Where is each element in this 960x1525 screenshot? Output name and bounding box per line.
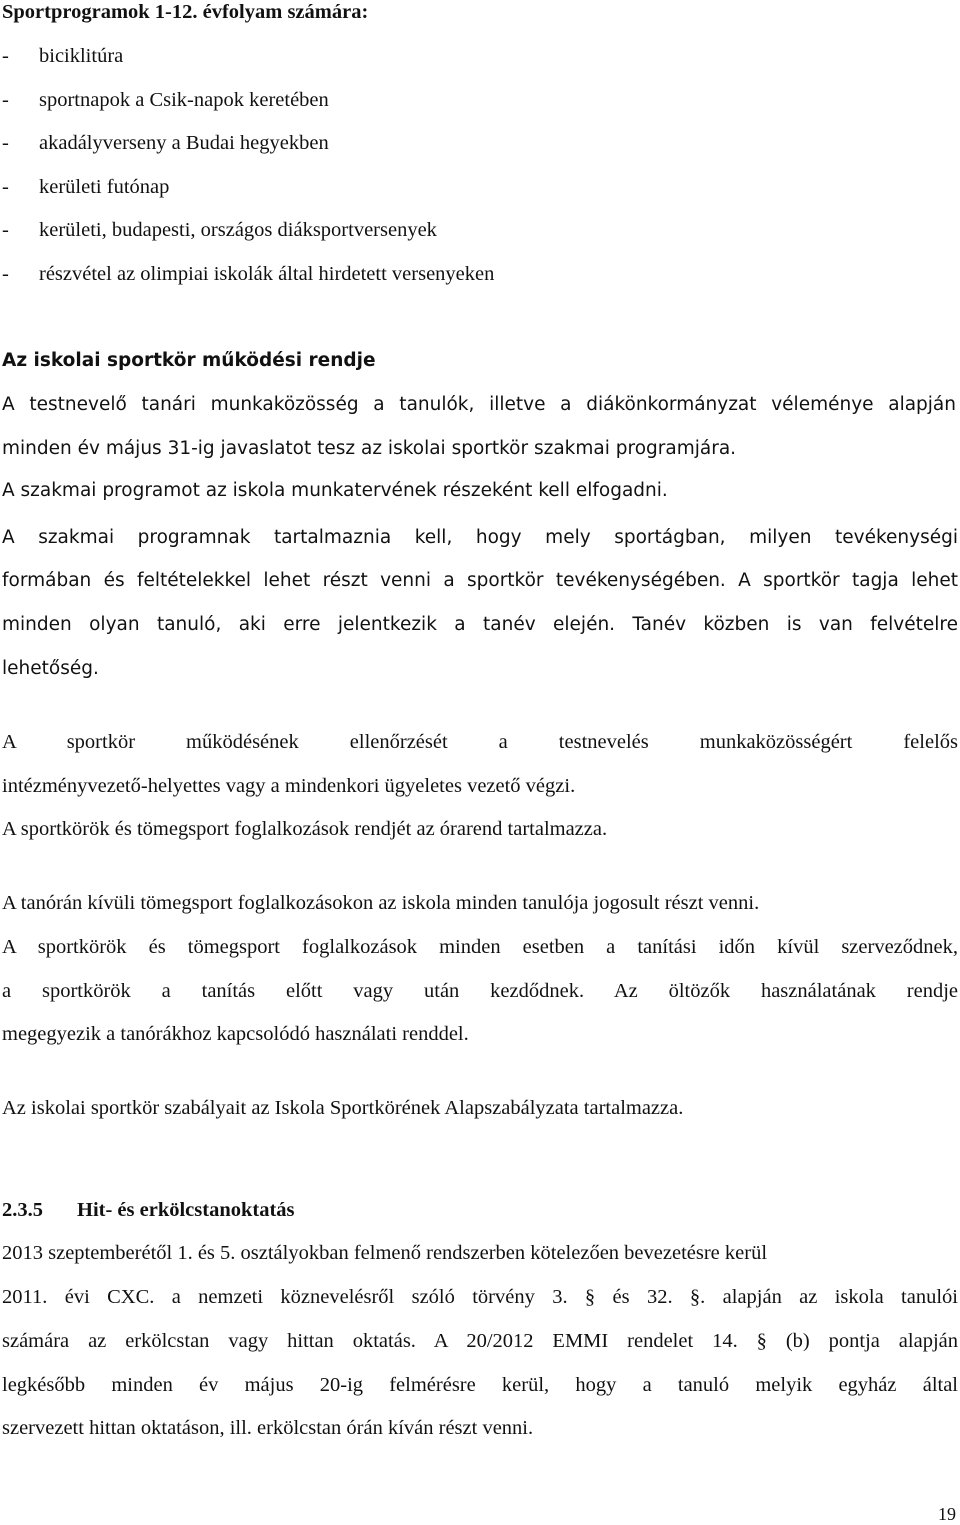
paragraph-line: lehetőség. bbox=[2, 658, 99, 679]
list-item: - kerületi, budapesti, országos diáksportversenyek bbox=[2, 219, 437, 241]
paragraph-line: A tanórán kívüli tömegsport foglalkozásokon az iskola minden tanulója jogosult részt venni. bbox=[2, 892, 760, 914]
paragraph-line: formában és feltételekkel lehet részt venni a sportkör tevékenységében. A sportkör tagja lehet bbox=[2, 570, 958, 591]
section-heading bbox=[2, 1197, 295, 1223]
paragraph-line: a sportkörök a tanítás előtt vagy után kezdődnek. Az öltözők használatának rendje bbox=[2, 980, 958, 1002]
list-item-text: akadályverseny a Budai hegyekben bbox=[39, 132, 329, 154]
paragraph-line: 2013 szeptemberétől 1. és 5. osztályokban felmenő rendszerben kötelezően bevezetésre kerül bbox=[2, 1242, 768, 1264]
list-item: - akadályverseny a Budai hegyekben bbox=[2, 132, 329, 154]
list-item: - sportnapok a Csik-napok keretében bbox=[2, 89, 329, 111]
page-number: 19 bbox=[938, 1504, 956, 1524]
paragraph-line: minden olyan tanuló, aki erre jelentkezik a tanév elején. Tanév közben is van felvételre bbox=[2, 614, 958, 635]
sport-programs-heading: Sportprogramok 1-12. évfolyam számára: bbox=[2, 1, 369, 23]
list-item-text: sportnapok a Csik-napok keretében bbox=[39, 89, 329, 111]
list-item-text: részvétel az olimpiai iskolák által hirdetett versenyeken bbox=[39, 263, 495, 285]
paragraph-line: legkésőbb minden év május 20-ig felmérésre kerül, hogy a tanuló melyik egyház által bbox=[2, 1374, 958, 1396]
paragraph-line: Az iskolai sportkör szabályait az Iskola Sportkörének Alapszabályzata tartalmazza. bbox=[2, 1097, 684, 1119]
paragraph-line: 2011. évi CXC. a nemzeti köznevelésről szóló törvény 3. § és 32. §. alapján az iskola tanulói bbox=[2, 1286, 958, 1308]
list-item: - biciklitúra bbox=[2, 45, 124, 67]
section-title: Hit- és erkölcstanoktatás bbox=[77, 1199, 295, 1221]
sportkor-heading: Az iskolai sportkör működési rendje bbox=[2, 350, 376, 371]
list-item-text: biciklitúra bbox=[39, 45, 124, 67]
paragraph-line: számára az erkölcstan vagy hittan oktatás. A 20/2012 EMMI rendelet 14. § (b) pontja alapján bbox=[2, 1330, 958, 1352]
paragraph-line: A sportkörök és tömegsport foglalkozások rendjét az órarend tartalmazza. bbox=[2, 818, 608, 840]
list-item: - kerületi futónap bbox=[2, 176, 170, 198]
paragraph-line: intézményvezető-helyettes vagy a mindenkori ügyeletes vezető végzi. bbox=[2, 775, 576, 797]
list-item: - részvétel az olimpiai iskolák által hirdetett versenyeken bbox=[2, 263, 495, 285]
paragraph-line: szervezett hittan oktatáson, ill. erkölcstan órán kíván részt venni. bbox=[2, 1417, 534, 1439]
paragraph-line: A testnevelő tanári munkaközösség a tanulók, illetve a diákönkormányzat véleménye alapján bbox=[2, 394, 956, 415]
paragraph-line: A szakmai programot az iskola munkatervének részeként kell elfogadni. bbox=[2, 480, 668, 501]
paragraph-line: minden év május 31-ig javaslatot tesz az iskolai sportkör szakmai programjára. bbox=[2, 438, 737, 459]
list-item-text: kerületi futónap bbox=[39, 176, 170, 198]
paragraph-line: A sportkörök és tömegsport foglalkozások minden esetben a tanítási időn kívül szerveződnek, bbox=[2, 936, 958, 958]
paragraph-line: A sportkör működésének ellenőrzését a testnevelés munkaközösségért felelős bbox=[2, 731, 958, 753]
list-item-text: kerületi, budapesti, országos diáksportversenyek bbox=[39, 219, 437, 241]
paragraph-line: megegyezik a tanórákhoz kapcsolódó használati renddel. bbox=[2, 1023, 469, 1045]
paragraph-line: A szakmai programnak tartalmaznia kell, hogy mely sportágban, milyen tevékenységi bbox=[2, 527, 958, 548]
section-number: 2.3.5 bbox=[2, 1199, 43, 1221]
